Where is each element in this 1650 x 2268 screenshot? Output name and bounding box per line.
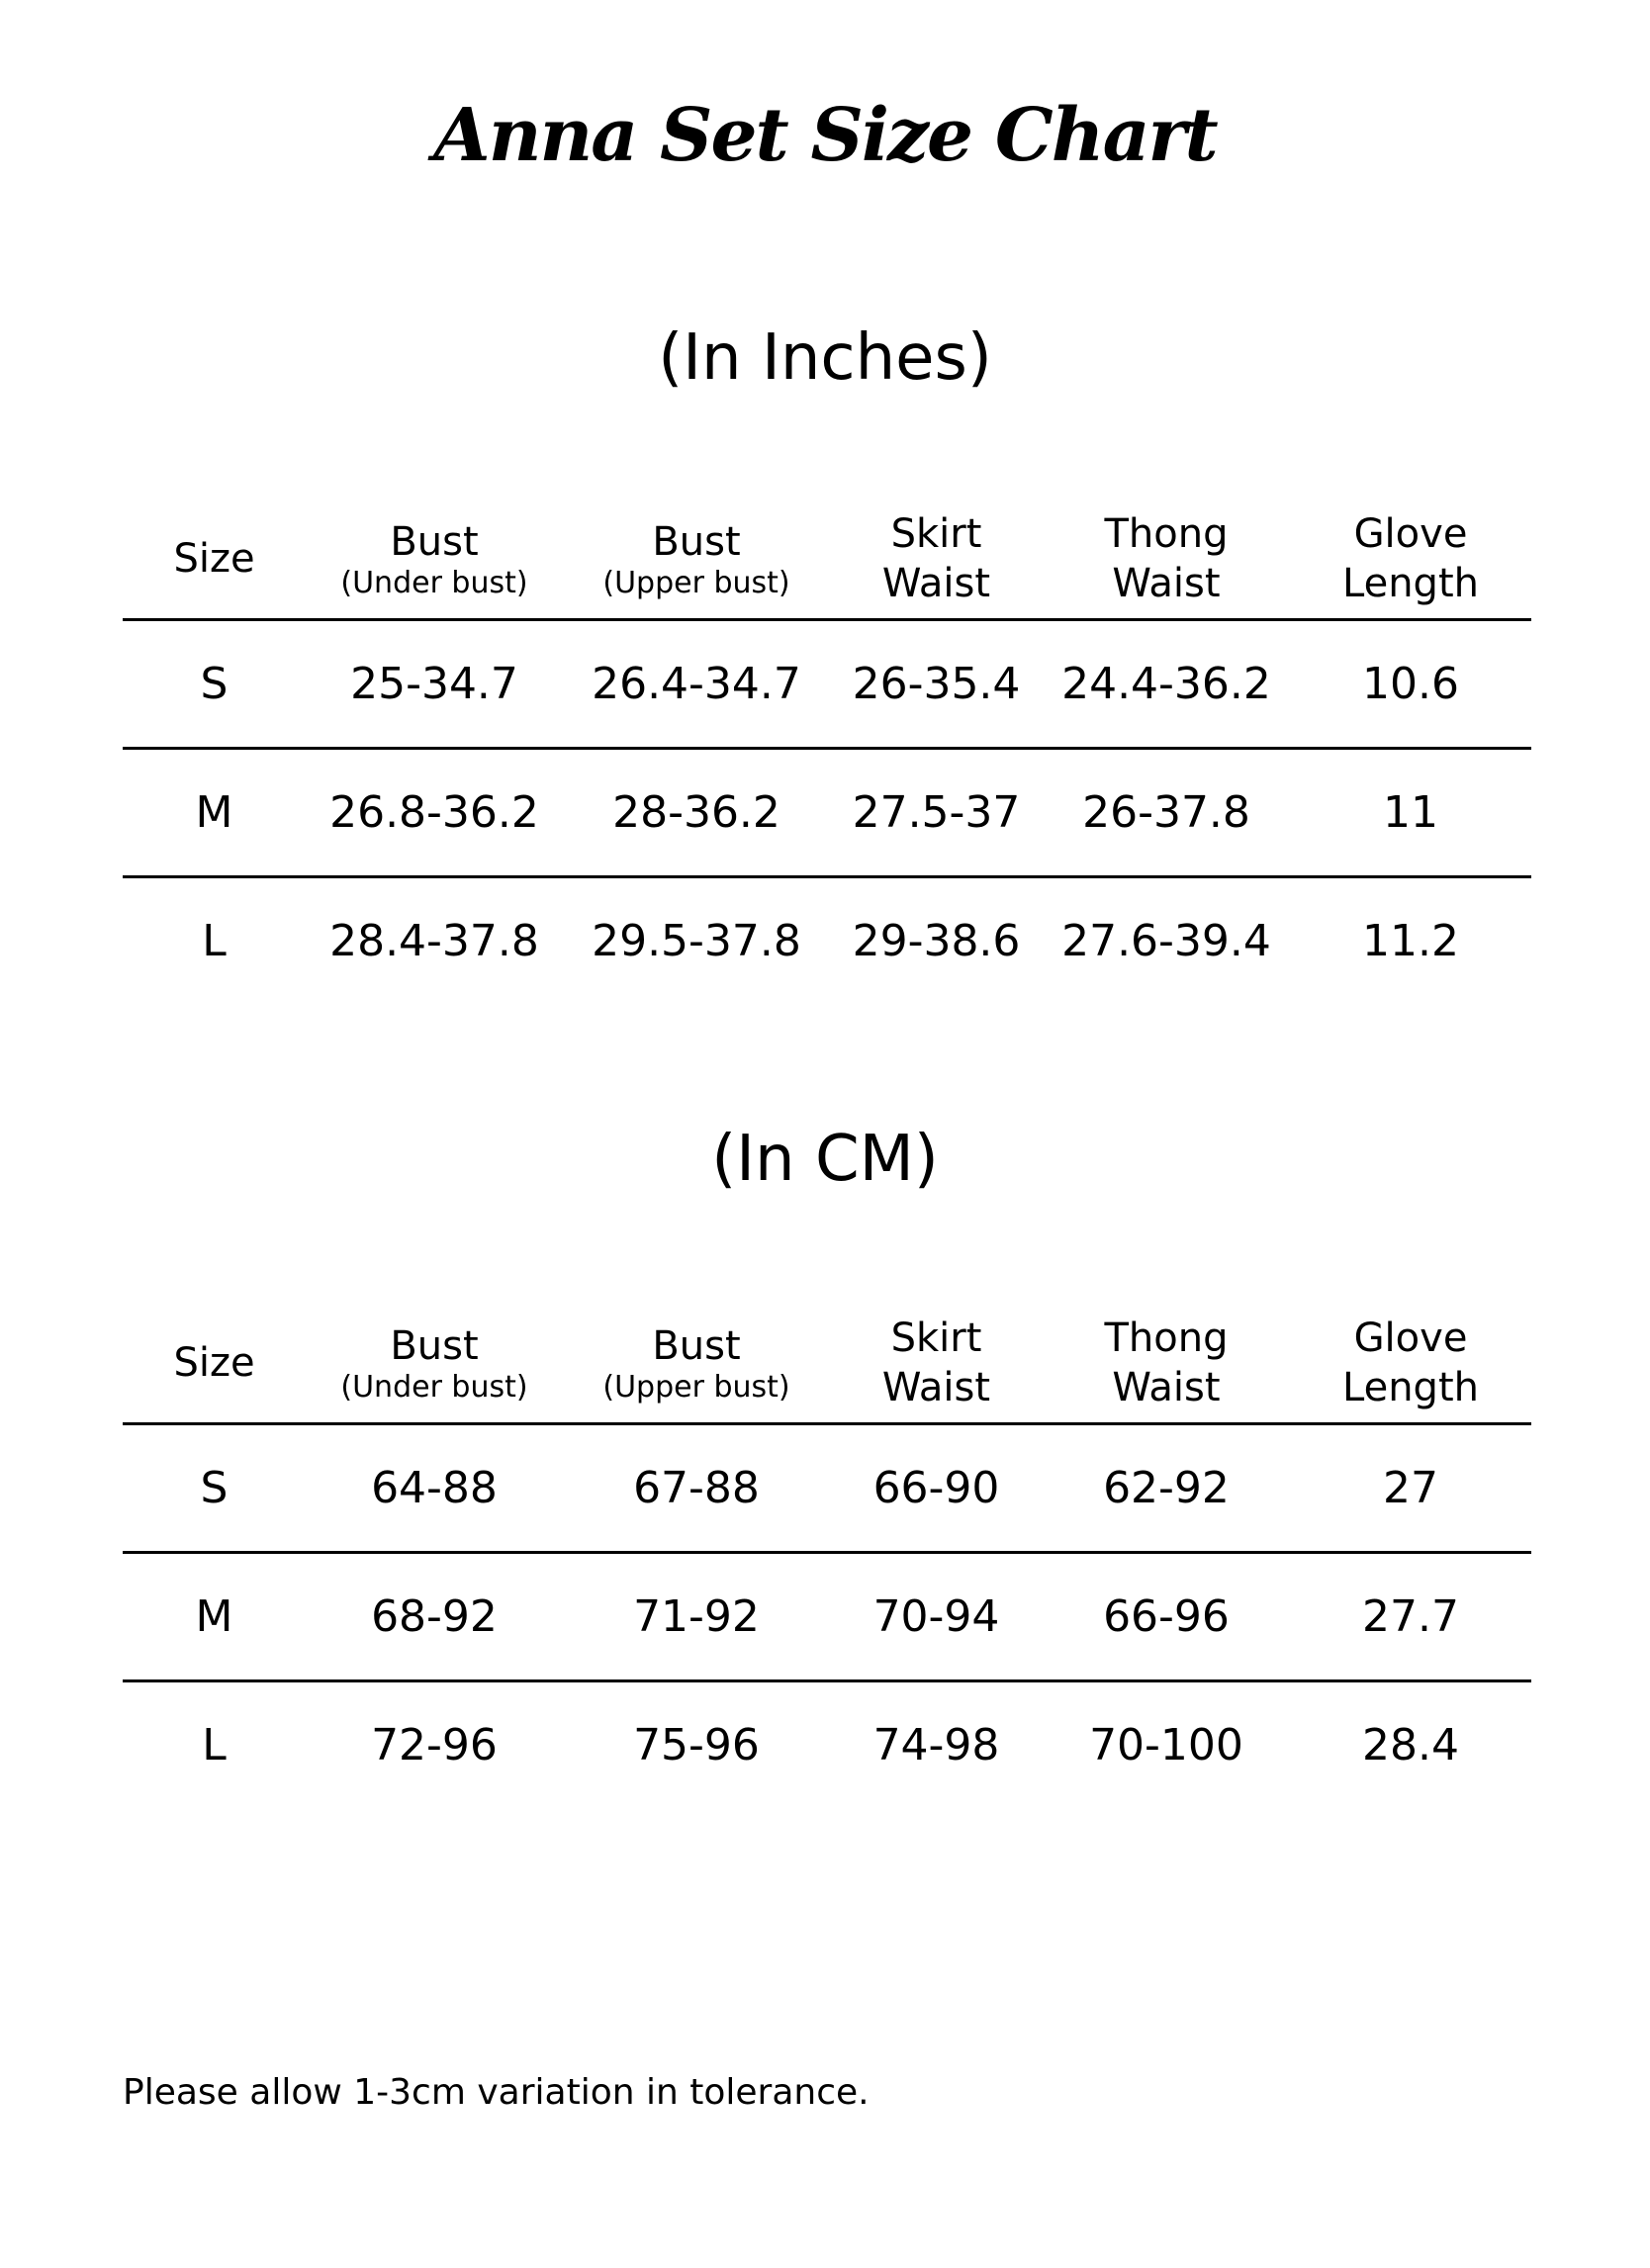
upper-bust-sublabel: (Upper bust) [602,1370,790,1405]
thong-waist-cell: 27.6-39.4 [1061,915,1271,966]
bust-under-cell: 68-92 [371,1590,498,1642]
glove-header-label: Glove [1353,511,1468,557]
glove-length-cell: 11.2 [1362,915,1459,966]
size-cell: S [200,658,229,709]
thong-waist-cell: 26-37.8 [1082,786,1250,838]
skirt-waist-column-header [830,499,1043,618]
bust-header-label: Bust [390,519,479,565]
size-column-header [123,1304,306,1422]
bust-upper-column-header [563,1304,830,1422]
glove-length-cell: 27.7 [1362,1590,1459,1642]
glove-length-column-header [1290,499,1531,618]
under-bust-sublabel: (Under bust) [340,1370,528,1405]
inches-size-table [123,499,1531,1004]
waist-header-label: Waist [881,1365,991,1410]
table-row [123,750,1531,878]
table-row [123,1682,1531,1808]
table-row [123,1425,1531,1554]
waist-header-label: Waist [1112,561,1221,606]
table-row [123,878,1531,1004]
skirt-waist-cell: 27.5-37 [852,786,1021,838]
glove-length-cell: 27 [1383,1462,1438,1513]
waist-header-label: Waist [881,561,991,606]
bust-under-column-header [306,1304,563,1422]
bust-upper-cell: 71-92 [633,1590,760,1642]
page-title: Anna Set Size Chart [433,93,1217,178]
table-row [123,1554,1531,1682]
skirt-header-label: Skirt [890,511,982,557]
thong-header-label: Thong [1104,1315,1229,1361]
size-header-label: Size [173,1340,255,1386]
table-header-row [123,1304,1531,1425]
thong-waist-cell: 70-100 [1089,1719,1243,1770]
bust-under-cell: 64-88 [371,1462,498,1513]
bust-under-cell: 26.8-36.2 [329,786,539,838]
glove-length-cell: 28.4 [1362,1719,1459,1770]
bust-upper-cell: 75-96 [633,1719,760,1770]
under-bust-sublabel: (Under bust) [340,566,528,600]
size-column-header [123,499,306,618]
bust-under-cell: 25-34.7 [350,658,518,709]
table-header-row [123,499,1531,621]
glove-length-cell: 10.6 [1362,658,1459,709]
bust-upper-cell: 28-36.2 [612,786,780,838]
thong-waist-cell: 66-96 [1103,1590,1230,1642]
size-cell: M [195,1590,233,1642]
skirt-waist-cell: 29-38.6 [852,915,1021,966]
size-cell: L [202,1719,227,1770]
size-cell: L [202,915,227,966]
size-cell: S [200,1462,229,1513]
size-header-label: Size [173,536,255,582]
bust-upper-cell: 26.4-34.7 [592,658,801,709]
table-row [123,621,1531,750]
glove-header-label: Glove [1353,1315,1468,1361]
waist-header-label: Waist [1112,1365,1221,1410]
bust-upper-cell: 29.5-37.8 [592,915,801,966]
bust-upper-column-header [563,499,830,618]
length-header-label: Length [1342,561,1479,606]
skirt-waist-column-header [830,1304,1043,1422]
skirt-waist-cell: 66-90 [872,1462,1000,1513]
upper-bust-sublabel: (Upper bust) [602,566,790,600]
bust-header-label: Bust [652,1323,741,1369]
cm-size-table [123,1304,1531,1808]
glove-length-cell: 11 [1383,786,1438,838]
skirt-header-label: Skirt [890,1315,982,1361]
size-cell: M [195,786,233,838]
thong-waist-cell: 62-92 [1103,1462,1230,1513]
bust-header-label: Bust [652,519,741,565]
bust-under-cell: 28.4-37.8 [329,915,539,966]
bust-under-column-header [306,499,563,618]
glove-length-column-header [1290,1304,1531,1422]
thong-waist-column-header [1043,499,1290,618]
length-header-label: Length [1342,1365,1479,1410]
inches-section-heading: (In Inches) [658,321,992,395]
bust-header-label: Bust [390,1323,479,1369]
skirt-waist-cell: 26-35.4 [852,658,1021,709]
bust-under-cell: 72-96 [371,1719,498,1770]
bust-upper-cell: 67-88 [633,1462,760,1513]
skirt-waist-cell: 70-94 [872,1590,1000,1642]
thong-header-label: Thong [1104,511,1229,557]
thong-waist-column-header [1043,1304,1290,1422]
thong-waist-cell: 24.4-36.2 [1061,658,1271,709]
tolerance-note: Please allow 1-3cm variation in tolerance. [123,2072,870,2113]
cm-section-heading: (In CM) [711,1123,939,1196]
skirt-waist-cell: 74-98 [872,1719,1000,1770]
